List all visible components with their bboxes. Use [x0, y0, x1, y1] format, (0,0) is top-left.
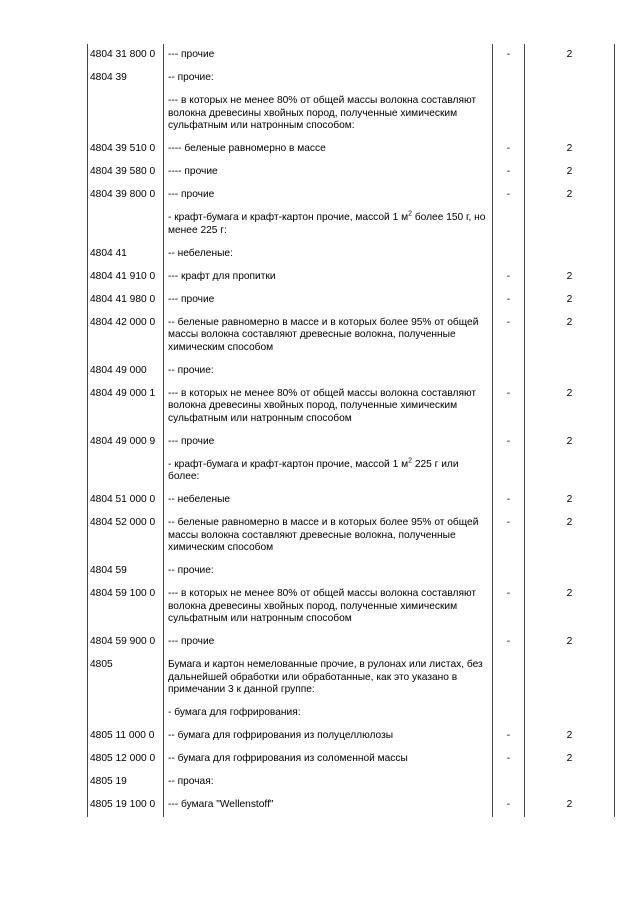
- description-cell: --- бумага "Wellenstoff": [164, 794, 493, 817]
- table-row: [88, 312, 615, 360]
- code-cell: 4804 41 910 0: [88, 266, 164, 289]
- description-cell: --- в которых не менее 80% от общей массы волокна составляют волокна древесины хвойных пород, полученные химическим сульфатным или натронным способом: [164, 383, 493, 431]
- table-row: [88, 266, 615, 289]
- code-cell: 4804 31 800 0: [88, 44, 164, 67]
- rate-cell: [525, 67, 615, 90]
- description-cell: --- прочие: [164, 631, 493, 654]
- rate-cell: 2: [525, 748, 615, 771]
- table-row: [88, 138, 615, 161]
- superscript: 2: [408, 210, 412, 218]
- preference-cell: -: [493, 184, 525, 207]
- table-row: [88, 702, 615, 725]
- code-cell: [88, 90, 164, 138]
- rate-cell: [525, 771, 615, 794]
- code-cell: 4804 41: [88, 243, 164, 266]
- description-cell: -- прочие:: [164, 67, 493, 90]
- table-row: [88, 748, 615, 771]
- table-row: [88, 207, 615, 243]
- preference-cell: [493, 207, 525, 243]
- preference-cell: [493, 654, 525, 702]
- rate-cell: 2: [525, 489, 615, 512]
- rate-cell: [525, 90, 615, 138]
- preference-cell: [493, 454, 525, 490]
- description-cell: -- бумага для гофрирования из полуцеллюлозы: [164, 725, 493, 748]
- code-cell: 4804 39 800 0: [88, 184, 164, 207]
- description-cell: --- в которых не менее 80% от общей массы волокна составляют волокна древесины хвойных пород, полученные химическим сульфатным или натронным способом:: [164, 90, 493, 138]
- code-cell: 4804 39 510 0: [88, 138, 164, 161]
- preference-cell: -: [493, 161, 525, 184]
- rate-cell: 2: [525, 794, 615, 817]
- code-cell: 4805 19 100 0: [88, 794, 164, 817]
- preference-cell: -: [493, 312, 525, 360]
- code-cell: 4805 12 000 0: [88, 748, 164, 771]
- rate-cell: 2: [525, 312, 615, 360]
- rate-cell: 2: [525, 383, 615, 431]
- table-row: [88, 512, 615, 560]
- preference-cell: [493, 67, 525, 90]
- code-cell: 4804 59 100 0: [88, 583, 164, 631]
- rate-cell: [525, 243, 615, 266]
- code-cell: 4804 39: [88, 67, 164, 90]
- preference-cell: -: [493, 138, 525, 161]
- table-row: [88, 454, 615, 490]
- code-cell: 4804 59 900 0: [88, 631, 164, 654]
- code-cell: 4804 49 000: [88, 360, 164, 383]
- preference-cell: [493, 560, 525, 583]
- code-cell: [88, 207, 164, 243]
- table-row: [88, 360, 615, 383]
- description-cell: --- прочие: [164, 289, 493, 312]
- code-cell: 4804 41 980 0: [88, 289, 164, 312]
- code-cell: 4804 52 000 0: [88, 512, 164, 560]
- preference-cell: -: [493, 583, 525, 631]
- description-cell: Бумага и картон немелованные прочие, в рулонах или листах, без дальнейшей обработки или обработанные, как это указано в примечании 3 к данной группе:: [164, 654, 493, 702]
- preference-cell: [493, 702, 525, 725]
- description-cell: -- прочие:: [164, 560, 493, 583]
- rate-cell: 2: [525, 725, 615, 748]
- code-cell: 4805: [88, 654, 164, 702]
- rate-cell: [525, 654, 615, 702]
- rate-cell: 2: [525, 266, 615, 289]
- code-cell: 4804 51 000 0: [88, 489, 164, 512]
- rate-cell: [525, 207, 615, 243]
- table-row: [88, 243, 615, 266]
- code-cell: [88, 454, 164, 490]
- table-row: [88, 771, 615, 794]
- tariff-table: [87, 44, 615, 817]
- preference-cell: -: [493, 794, 525, 817]
- rate-cell: [525, 454, 615, 490]
- code-cell: 4804 49 000 1: [88, 383, 164, 431]
- table-row: [88, 184, 615, 207]
- description-cell: ---- прочие: [164, 161, 493, 184]
- code-cell: 4804 59: [88, 560, 164, 583]
- description-cell: --- прочие: [164, 44, 493, 67]
- table-row: [88, 631, 615, 654]
- code-cell: 4805 11 000 0: [88, 725, 164, 748]
- preference-cell: [493, 243, 525, 266]
- preference-cell: -: [493, 44, 525, 67]
- description-cell: --- прочие: [164, 431, 493, 454]
- rate-cell: 2: [525, 161, 615, 184]
- preference-cell: -: [493, 748, 525, 771]
- table-row: [88, 90, 615, 138]
- rate-cell: 2: [525, 583, 615, 631]
- table-row: [88, 725, 615, 748]
- description-cell: -- небеленые: [164, 489, 493, 512]
- table-row: [88, 383, 615, 431]
- rate-cell: 2: [525, 184, 615, 207]
- tariff-table-body: [88, 44, 615, 817]
- superscript: 2: [408, 457, 412, 465]
- description-cell: ---- беленые равномерно в массе: [164, 138, 493, 161]
- code-cell: [88, 702, 164, 725]
- preference-cell: -: [493, 431, 525, 454]
- rate-cell: 2: [525, 138, 615, 161]
- rate-cell: 2: [525, 44, 615, 67]
- description-cell: -- бумага для гофрирования из соломенной массы: [164, 748, 493, 771]
- description-cell: -- прочая:: [164, 771, 493, 794]
- preference-cell: -: [493, 266, 525, 289]
- rate-cell: 2: [525, 289, 615, 312]
- rate-cell: [525, 702, 615, 725]
- preference-cell: -: [493, 489, 525, 512]
- preference-cell: -: [493, 383, 525, 431]
- rate-cell: [525, 360, 615, 383]
- description-cell: - бумага для гофрирования:: [164, 702, 493, 725]
- rate-cell: 2: [525, 631, 615, 654]
- description-cell: --- в которых не менее 80% от общей массы волокна составляют волокна древесины хвойных пород, полученные химическим сульфатным или натронным способом: [164, 583, 493, 631]
- code-cell: 4805 19: [88, 771, 164, 794]
- table-row: [88, 654, 615, 702]
- preference-cell: [493, 360, 525, 383]
- description-cell: -- беленые равномерно в массе и в которых более 95% от общей массы волокна составляют древесные волокна, полученные химическим способом: [164, 312, 493, 360]
- code-cell: 4804 49 000 9: [88, 431, 164, 454]
- code-cell: 4804 42 000 0: [88, 312, 164, 360]
- table-row: [88, 161, 615, 184]
- description-cell: -- прочие:: [164, 360, 493, 383]
- rate-cell: [525, 560, 615, 583]
- table-row: [88, 44, 615, 67]
- table-row: [88, 289, 615, 312]
- code-cell: 4804 39 580 0: [88, 161, 164, 184]
- preference-cell: -: [493, 289, 525, 312]
- preference-cell: [493, 90, 525, 138]
- rate-cell: 2: [525, 431, 615, 454]
- table-row: [88, 67, 615, 90]
- preference-cell: -: [493, 512, 525, 560]
- preference-cell: -: [493, 631, 525, 654]
- table-row: [88, 794, 615, 817]
- table-row: [88, 431, 615, 454]
- description-cell: -- небеленые:: [164, 243, 493, 266]
- description-cell: - крафт-бумага и крафт-картон прочие, массой 1 $м^2$ 225 г или более:: [164, 454, 493, 490]
- table-row: [88, 489, 615, 512]
- table-row: [88, 583, 615, 631]
- table-row: [88, 560, 615, 583]
- description-cell: -- беленые равномерно в массе и в которых более 95% от общей массы волокна составляют древесные волокна, полученные химическим способом: [164, 512, 493, 560]
- description-cell: --- прочие: [164, 184, 493, 207]
- description-cell: --- крафт для пропитки: [164, 266, 493, 289]
- preference-cell: -: [493, 725, 525, 748]
- preference-cell: [493, 771, 525, 794]
- description-cell: - крафт-бумага и крафт-картон прочие, массой 1 $м^2$ более 150 г, но менее 225 г:: [164, 207, 493, 243]
- rate-cell: 2: [525, 512, 615, 560]
